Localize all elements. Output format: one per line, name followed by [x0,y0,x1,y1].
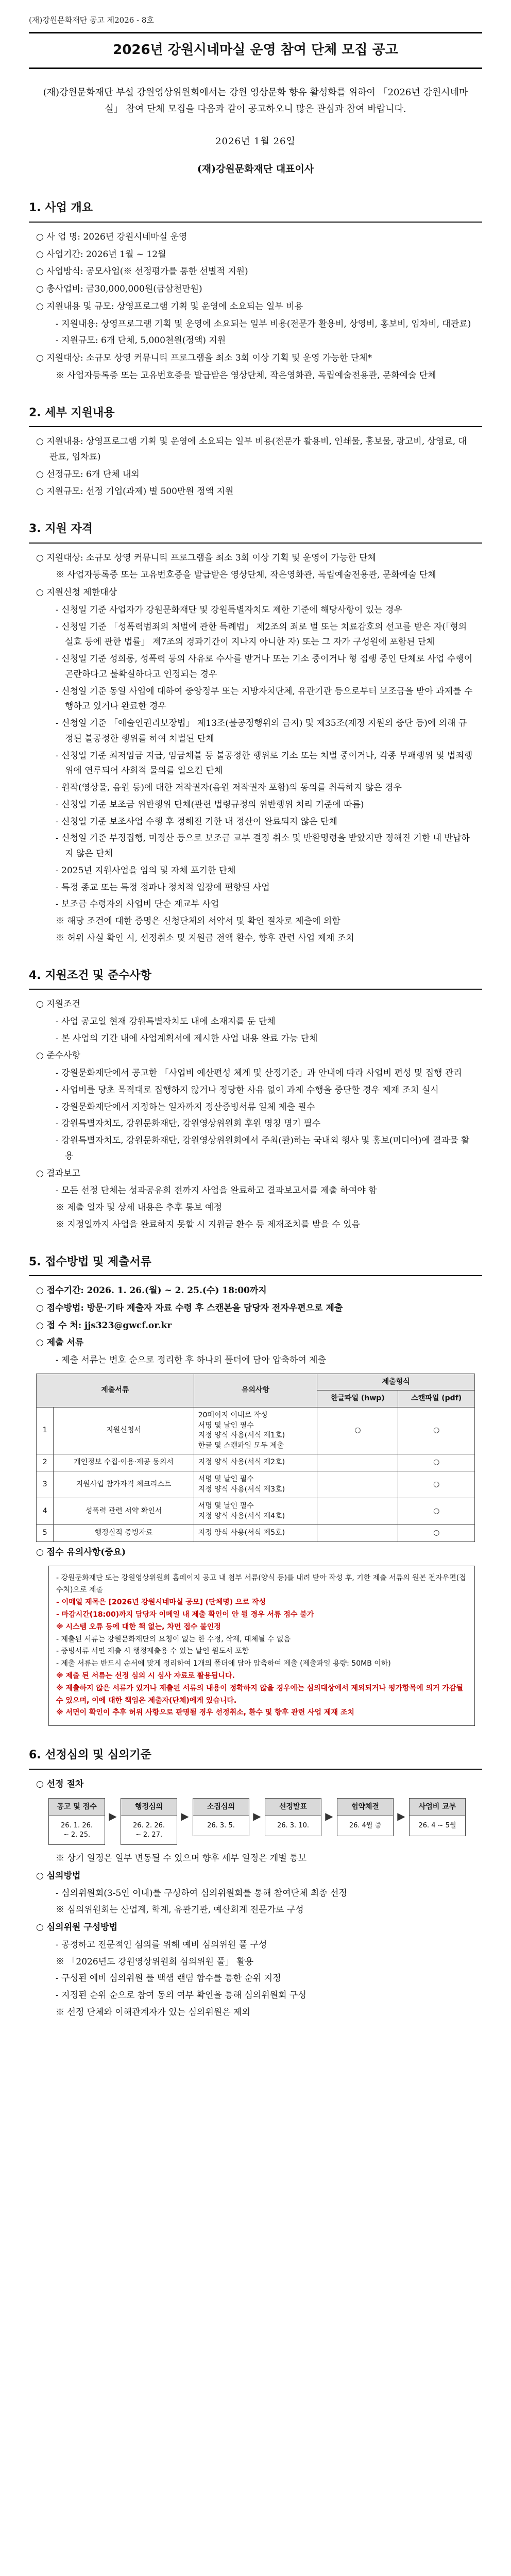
section-3-body [29,544,482,946]
process-step [409,1798,466,1836]
section-2-title: 2. 세부 지원내용 [29,403,482,428]
section-6-body [29,1770,482,2021]
table-row [37,1525,475,1542]
table-cell-note: 지정 양식 사용(서식 제2호) [194,1454,317,1471]
list-item: ○ 선정규모: 6개 단체 내외 [36,469,140,480]
list-item: ○ 접수방법: 방문·기타 제출자 자료 수령 후 스캔본을 담당자 전자우편으로 제출 [36,1302,343,1313]
list-item: - 2025년 지원사업을 임의 및 자체 포기한 단체 [56,865,236,876]
list-note: ※ 「2026년도 강원영상위원회 심의위원 풀」 활용 [56,1956,254,1967]
section-4-body [29,990,482,1233]
arrow-right-icon: ▶ [181,1810,189,1823]
list-item: ○ 지원신청 제한대상 [36,587,117,598]
list-item: ○ 지원조건 [36,999,80,1010]
list-item: - 지원내용: 상영프로그램 기획 및 운영에 소요되는 일부 비용(전문가 활용비, 상영비, 홍보비, 임차비, 대관료) [56,318,471,329]
table-cell-doc: 개인정보 수집·이용·제공 동의서 [54,1454,194,1471]
process-step-date: 26. 3. 10. [277,1821,310,1829]
table-row [37,1498,475,1525]
page-title: 2026년 강원시네마실 운영 참여 단체 모집 공고 [29,32,482,69]
process-step [337,1798,394,1836]
table-cell-no: 2 [37,1454,54,1471]
section-3-title: 3. 지원 자격 [29,519,482,544]
list-item: ○ 제출 서류 [36,1337,84,1348]
list-item: - 신청일 기준 사업자가 강원문화재단 및 강원특별자치도 제한 기준에 해당사항이 있는 경우 [56,604,402,615]
notice-line: - 마감시간(18:00)까지 담당자 이메일 내 제출 확인이 안 될 경우 서류 접수 불가 [56,1611,314,1619]
list-item: - 공정하고 전문적인 심의를 위해 예비 심의위원 풀 구성 [56,1939,267,1950]
list-item: - 제출 서류는 번호 순으로 정리한 후 하나의 폴더에 담아 압축하여 제출 [56,1355,327,1366]
list-item: - 강원문화재단에서 지정하는 일자까지 정산증빙서류 일체 제출 필수 [56,1101,315,1112]
selection-process-flow [48,1798,475,1845]
process-step-date: 26. 1. 26. ~ 2. 25. [60,1821,93,1839]
table-cell-pdf: ○ [398,1525,475,1542]
notice-box [48,1566,475,1726]
issuing-organization: (재)강원문화재단 대표이사 [197,163,314,175]
documents-table [36,1374,475,1542]
process-step [121,1798,177,1845]
list-item: ○ 지원규모: 선정 기업(과제) 별 500만원 정액 지원 [36,486,234,497]
table-header: 제출서류 [37,1374,194,1407]
list-item: ○ 지원대상: 소규모 상영 커뮤니티 프로그램을 최소 3회 이상 기획 및 운영이 가능한 단체 [36,552,376,563]
list-item: ○ 선정 절차 [36,1778,84,1789]
list-item: - 신청일 기준 부정집행, 미정산 등으로 보조금 교부 결정 취소 및 반환명령을 받았지만 정해진 기한 내 반납하지 않은 단체 [56,833,470,859]
list-item: ○ 준수사항 [36,1050,80,1061]
list-item: ○ 총사업비: 금30,000,000원(금삼천만원) [36,284,202,295]
section-5-body [29,1276,482,1726]
list-item: - 지정된 순위 순으로 참여 동의 여부 확인을 통해 심의위원회 구성 [56,1990,306,2001]
table-row [37,1407,475,1454]
process-step [48,1798,105,1845]
section-5-title: 5. 접수방법 및 제출서류 [29,1252,482,1277]
list-item: - 신청일 기준 「성폭력범죄의 처벌에 관한 특례법」 제2조의 죄로 벌 또는 치료감호의 선고를 받은 자(「형의 실효 등에 관한 법률」 제7조의 경과기간이 지나지 아니한 자) 또는 그 자가 구성원에 포함된 단체 [56,621,467,648]
list-item: ○ 사업방식: 공모사업(※ 선정평가를 통한 선별적 지원) [36,266,248,277]
section-1-title: 1. 사업 개요 [29,198,482,223]
list-item: ○ 사업기간: 2026년 1월 ~ 12월 [36,249,166,260]
notice-line: - 강원문화재단 또는 강원영상위원회 홈페이지 공고 내 첨부 서류(양식 등)를 내려 받아 작성 후, 기한 제출 서류의 원본 전자우편(접수처)으로 제출 [56,1573,466,1595]
table-cell-doc: 성폭력 관련 서약 확인서 [54,1498,194,1525]
notice-line: ※ 서면이 확인이 추후 허위 사항으로 판명될 경우 선정취소, 환수 및 향후 관련 사업 제재 조치 [56,1708,354,1717]
list-item: - 신청일 기준 동일 사업에 대하여 중앙정부 또는 지방자치단체, 유관기관 등으로부터 보조금을 받아 과제를 수행하고 있거나 완료한 경우 [56,686,473,712]
table-cell-hwp [317,1498,398,1525]
list-note: ※ 제출 일자 및 상세 내용은 추후 통보 예정 [56,1202,222,1213]
list-item: ○ 심의방법 [36,1870,81,1881]
section-4-title: 4. 지원조건 및 준수사항 [29,966,482,990]
list-item: ○ 결과보고 [36,1168,80,1179]
process-step-label: 협약체결 [337,1799,393,1816]
process-step-date: 26. 3. 5. [207,1821,235,1829]
process-step [193,1798,249,1836]
list-item: - 심의위원회(3-5인 이내)를 구성하여 심의위원회를 통해 참여단체 최종 선정 [56,1888,347,1899]
list-item: ○ 접수기간: 2026. 1. 26.(월) ~ 2. 25.(수) 18:00까지 [36,1285,267,1296]
list-item: ○ 심의위원 구성방법 [36,1922,118,1933]
list-item: - 특정 종교 또는 특정 정파나 정치적 입장에 편향된 사업 [56,882,270,893]
notice-line: ※ 제출 된 서류는 선정 심의 시 심사 자료로 활용됩니다. [56,1672,235,1681]
list-item: - 사업 공고일 현재 강원특별자치도 내에 소재지를 둔 단체 [56,1016,276,1027]
arrow-right-icon: ▶ [109,1810,117,1823]
process-step-label: 행정심의 [121,1799,177,1816]
list-item: - 신청일 기준 보조사업 수행 후 정해진 기한 내 정산이 완료되지 않은 단체 [56,816,337,827]
table-cell-no: 4 [37,1498,54,1525]
section-1-body [29,223,482,384]
table-cell-no: 5 [37,1525,54,1542]
list-item: - 강원문화재단에서 공고한 「사업비 예산편성 체계 및 산정기준」과 안내에 따라 사업비 편성 및 집행 관리 [56,1068,462,1079]
list-note: ※ 허위 사실 확인 시, 선정취소 및 지원금 전액 환수, 향후 관련 사업 제재 조치 [56,933,354,943]
list-item: - 모든 선정 단체는 성과공유회 전까지 사업을 완료하고 결과보고서를 제출 하여야 함 [56,1185,377,1196]
table-header: 유의사항 [194,1374,317,1407]
list-item: ○ 사 업 명: 2026년 강원시네마실 운영 [36,231,188,242]
list-item: - 신청일 기준 「예술인권리보장법」 제13조(불공정행위의 금지) 및 제35조(재정 지원의 중단 등)에 의해 규정된 불공정한 행위를 하여 처벌된 단체 [56,718,467,744]
list-note: ※ 사업자등록증 또는 고유번호증을 발급받은 영상단체, 작은영화관, 독립예술전용관, 문화예술 단체 [56,570,436,581]
list-item: ○ 지원대상: 소규모 상영 커뮤니티 프로그램을 최소 3회 이상 기획 및 운영 가능한 단체* [36,353,372,364]
table-cell-no: 1 [37,1407,54,1454]
notice-line: - 제출된 서류는 강원문화재단의 요청이 없는 한 수정, 삭제, 대체될 수 없음 [56,1635,291,1643]
list-note: ※ 지정일까지 사업을 완료하지 못할 시 지원금 환수 등 제재조치를 받을 수 있음 [56,1219,360,1230]
list-item: - 본 사업의 기간 내에 사업계획서에 제시한 사업 내용 완료 가능 단체 [56,1033,318,1044]
process-step-date: 26. 2. 26. ~ 2. 27. [132,1821,165,1839]
list-item: - 구성된 예비 심의위원 풀 백샘 랜덤 함수를 통한 순위 지정 [56,1973,281,1984]
table-cell-no: 3 [37,1471,54,1498]
list-item: ○ 지원내용: 상영프로그램 기획 및 운영에 소요되는 일부 비용(전문가 활용비, 인쇄물, 홍보물, 광고비, 상영료, 대관료, 임차료) [36,436,467,462]
list-item: ○ 접 수 처: jjs323@gwcf.or.kr [36,1320,172,1331]
list-item: - 신청일 기준 보조금 위반행위 단체(관련 법령규정의 위반행위 처리 기준에 따름) [56,799,364,810]
section-2-body [29,427,482,500]
notice-date: 2026년 1월 26일 [215,135,296,147]
table-cell-doc: 지원신청서 [54,1407,194,1454]
table-row [37,1454,475,1471]
table-cell-pdf: ○ [398,1498,475,1525]
list-item: - 신청일 기준 성희롱, 성폭력 등의 사유로 수사를 받거나 또는 기소 중이거나 형 집행 중인 단체로 사업 수행이 곤란하다고 불확실하다고 인정되는 경우 [56,654,473,680]
list-item: - 강원특별자치도, 강원문화재단, 강원영상위원회 후원 명칭 명기 필수 [56,1118,321,1129]
list-note: ※ 심의위원회는 산업계, 학계, 유관기관, 예산회계 전문가로 구성 [56,1905,304,1916]
table-cell-hwp [317,1454,398,1471]
list-item: - 지원규모: 6개 단체, 5,000천원(정액) 지원 [56,335,226,346]
arrow-right-icon: ▶ [325,1810,333,1823]
notice-line: - 제출 서류는 반드시 순서에 맞게 정리하여 1개의 폴더에 담아 압축하여 제출 (제출파일 용량: 50MB 이하) [56,1659,391,1668]
table-cell-doc: 행정실적 증빙자료 [54,1525,194,1542]
table-cell-hwp [317,1471,398,1498]
process-step-label: 공고 및 접수 [49,1799,105,1816]
table-cell-hwp: ○ [317,1407,398,1454]
process-step-label: 소집심의 [193,1799,249,1816]
notice-line: - 이메일 제목은 [2026년 강원시네마실 공모] (단체명) 으로 작성 [56,1598,266,1607]
table-cell-note: 서명 및 날인 필수 지정 양식 사용(서식 제4호) [194,1498,317,1525]
notice-line: ※ 시스템 오류 등에 대한 책 없는, 차먼 접수 불인정 [56,1622,221,1631]
table-header: 한글파일 (hwp) [317,1391,398,1408]
table-cell-note: 지정 양식 사용(서식 제5호) [194,1525,317,1542]
notice-reference: (재)강원문화재단 공고 제2026 - 8호 [29,15,154,25]
list-note: ※ 선정 단체와 이해관계자가 있는 심의위원은 제외 [56,2007,250,2018]
arrow-right-icon: ▶ [253,1810,261,1823]
list-item: - 원작(영상물, 음원 등)에 대한 저작권자(음원 저작권자 포함)의 동의를 취득하지 않은 경우 [56,783,402,793]
table-cell-pdf: ○ [398,1471,475,1498]
notice-line: ※ 제출하지 않은 서류가 있거나 제출된 서류의 내용이 정확하지 않을 경우에는 심의대상에서 제외되거나 평가항목에 의거 가감될 수 있으며, 이에 대한 책임은 제출자(단체)에게 있습니다. [56,1684,463,1705]
arrow-right-icon: ▶ [397,1810,405,1823]
list-note: ※ 해당 조건에 대한 증명은 신청단체의 서약서 및 확인 절차로 제출에 의함 [56,916,340,927]
table-cell-pdf: ○ [398,1454,475,1471]
table-body [37,1407,475,1541]
process-step-label: 사업비 교부 [410,1799,465,1816]
list-item: ○ 접수 유의사항(중요) [36,1547,126,1557]
table-cell-doc: 지원사업 참가자격 체크리스트 [54,1471,194,1498]
table-cell-note: 서명 및 날인 필수 지정 양식 사용(서식 제3호) [194,1471,317,1498]
list-note: ※ 사업자등록증 또는 고유번호증을 발급받은 영상단체, 작은영화관, 독립예술전용관, 문화예술 단체 [56,370,436,381]
intro-paragraph: (재)강원문화재단 부설 강원영상위원회에서는 강원 영상문화 향유 활성화를 위하여 「2026년 강원시네마실」 참여 단체 모집을 다음과 같이 공고하오니 많은 관심과 참여 바랍니다. [43,87,468,115]
table-row [37,1471,475,1498]
section-6-title: 6. 선정심의 및 심의기준 [29,1745,482,1770]
list-item: ○ 지원내용 및 규모: 상영프로그램 기획 및 운영에 소요되는 일부 비용 [36,301,303,312]
notice-line: - 증빙서류 서면 제출 시 행정제출용 수 있는 날인 원도서 포함 [56,1647,249,1656]
table-header: 스캔파일 (pdf) [398,1391,475,1408]
table-cell-hwp [317,1525,398,1542]
table-header: 제출형식 [317,1374,475,1391]
process-step-label: 선정발표 [265,1799,321,1816]
process-step-date: 26. 4 ~ 5월 [418,1821,456,1829]
table-cell-note: 20페이지 이내로 작성 서명 및 날인 필수 지정 양식 사용(서식 제1호) 한글 및 스캔파일 모두 제출 [194,1407,317,1454]
process-step-date: 26. 4월 중 [349,1821,382,1829]
table-cell-pdf: ○ [398,1407,475,1454]
list-item: - 신청일 기준 최저임금 지급, 임금체불 등 불공정한 행위로 기소 또는 처벌 중이거나, 각종 부패행위 및 법죄행위에 연루되어 사회적 물의를 일으킨 단체 [56,750,473,776]
list-item: - 강원특별자치도, 강원문화재단, 강원영상위원회에서 주최(관)하는 국내외 행사 및 홍보(미디어)에 결과물 활용 [56,1136,470,1161]
process-step [265,1798,321,1836]
list-item: - 사업비를 당초 목적대로 집행하지 않거나 정당한 사유 없이 과제 수행을 중단할 경우 제재 조치 실시 [56,1084,439,1095]
list-note: ※ 상기 일정은 일부 변동될 수 있으며 향후 세부 일정은 개별 통보 [56,1853,306,1864]
list-item: - 보조금 수령자의 사업비 단순 재교부 사업 [56,899,219,910]
